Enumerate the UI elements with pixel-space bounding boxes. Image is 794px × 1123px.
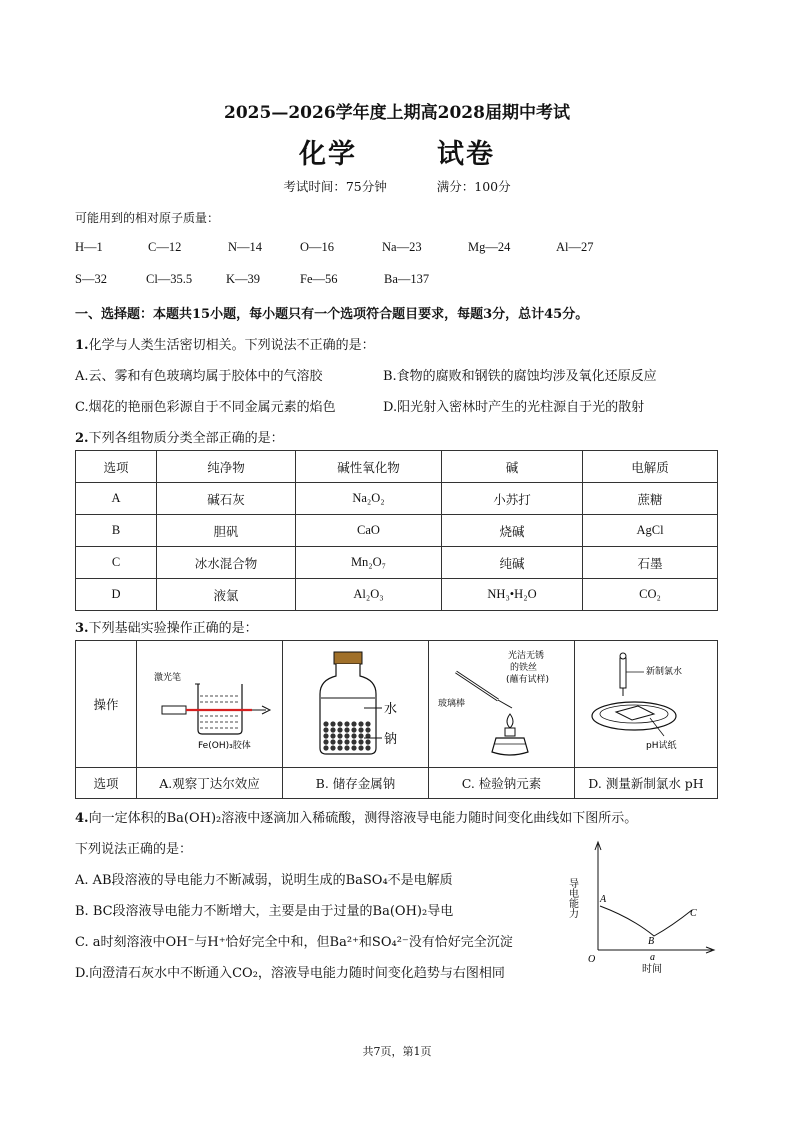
flame-test-figure	[432, 644, 572, 762]
point-c-label: C	[690, 908, 697, 919]
operation-label: 操作	[76, 641, 137, 768]
table-cell: Al₂O₃	[296, 579, 442, 611]
atomic-mass-item: K—39	[226, 272, 261, 286]
atomic-mass-item: C—12	[148, 240, 182, 254]
table-header: 选项	[76, 451, 157, 483]
dropper-shape	[620, 658, 626, 688]
table-cell: 冰水混合物	[157, 547, 296, 579]
figure-d-cell	[575, 641, 718, 768]
figure-c-cell	[429, 641, 575, 768]
y-axis-label: 导电能力	[566, 878, 578, 918]
question-4-stem-2: 下列说法正确的是：	[75, 842, 193, 857]
glass-rod-label: 玻璃棒	[437, 698, 465, 709]
atomic-mass-item: Na—23	[382, 240, 422, 254]
table-header: 电解质	[583, 451, 718, 483]
sodium-label: 钠	[383, 731, 397, 747]
table-cell: AgCl	[583, 515, 718, 547]
exam-info	[0, 177, 794, 195]
table-cell: 石墨	[583, 547, 718, 579]
table-cell: 小苏打	[442, 483, 583, 515]
ph-paper-label: pH试纸	[646, 740, 677, 751]
laser-pen-shape	[162, 706, 186, 714]
table-row	[76, 579, 718, 611]
table-cell: Mn₂O₇	[296, 547, 442, 579]
question-1-stem: 1.化学与人类生活密切相关。下列说法不正确的是：	[75, 338, 375, 353]
experiment-option-a: A.观察丁达尔效应	[137, 768, 283, 799]
table-cell: 烧碱	[442, 515, 583, 547]
subject-name: 化学	[299, 139, 357, 170]
atomic-mass-item: Cl—35.5	[146, 272, 193, 286]
experiment-table	[75, 640, 718, 799]
atomic-mass-item: Fe—56	[300, 272, 338, 286]
time-a-label: a	[650, 952, 655, 963]
atomic-mass-item: O—16	[300, 240, 335, 254]
table-header: 碱性氧化物	[296, 451, 442, 483]
table-header: 纯净物	[157, 451, 296, 483]
flame-icon	[507, 714, 513, 728]
conductivity-graph	[566, 838, 722, 980]
option-label: 选项	[76, 768, 137, 799]
atomic-mass-label: 可能用到的相对原子质量：	[75, 211, 220, 225]
table-header: 碱	[442, 451, 583, 483]
atomic-mass-item: Al—27	[556, 240, 594, 254]
section-heading: 一、选择题：本题共15小题，每小题只有一个选项符合题目要求，每题3分，总计45分。	[75, 307, 589, 322]
atomic-mass-item: S—32	[75, 272, 107, 286]
tyndall-apparatus-figure	[140, 644, 280, 762]
question-4-option-c: C. a时刻溶液中OH⁻与H⁺恰好完全中和，但Ba²⁺和SO₄²⁻没有恰好完全沉淀	[75, 935, 513, 950]
full-score: 满分：100分	[436, 179, 511, 194]
wire-label-line1: 光洁无锈	[507, 650, 544, 661]
sodium-storage-figure	[286, 644, 426, 762]
question-3-stem: 3.下列基础实验操作正确的是：	[75, 621, 258, 636]
question-1-option-c: C.烟花的艳丽色彩源自于不同金属元素的焰色	[75, 400, 336, 415]
conductivity-curve	[600, 906, 692, 936]
question-4-option-a: A. AB段溶液的导电能力不断减弱，说明生成的BaSO₄不是电解质	[75, 873, 453, 888]
table-cell: NH₃•H₂O	[442, 579, 583, 611]
experiment-option-row	[76, 768, 718, 799]
atomic-mass-item: Ba—137	[384, 272, 430, 286]
experiment-image-row	[76, 641, 718, 768]
x-axis-label: 时间	[642, 964, 662, 975]
chlorine-water-label: 新制氯水	[646, 666, 683, 677]
table-cell: 蔗糖	[583, 483, 718, 515]
table-cell: 碱石灰	[157, 483, 296, 515]
table-cell: Na₂O₂	[296, 483, 442, 515]
atomic-mass-item: N—14	[228, 240, 263, 254]
classification-table	[75, 450, 718, 611]
wire-label-line3: (蘸有试样)	[505, 674, 549, 685]
exam-time: 考试时间：75分钟	[283, 179, 387, 194]
water-label: 水	[383, 701, 397, 717]
table-cell: A	[76, 483, 157, 515]
question-2-stem: 2.下列各组物质分类全部正确的是：	[75, 431, 284, 446]
atomic-mass-item: Mg—24	[468, 240, 511, 254]
page-footer: 共7页，第1页	[362, 1045, 432, 1058]
question-4-option-b: B. BC段溶液导电能力不断增大，主要是由于过量的Ba(OH)₂导电	[75, 904, 454, 919]
table-cell: 胆矾	[157, 515, 296, 547]
table-cell: CaO	[296, 515, 442, 547]
table-header-row	[76, 451, 718, 483]
question-4-option-d: D.向澄清石灰水中不断通入CO₂，溶液导电能力随时间变化趋势与右图相同	[75, 966, 505, 981]
table-cell: 液氯	[157, 579, 296, 611]
alcohol-lamp-shape	[492, 738, 528, 755]
experiment-option-c: C. 检验钠元素	[429, 768, 575, 799]
experiment-option-b: B. 储存金属钠	[283, 768, 429, 799]
table-row	[76, 483, 718, 515]
experiment-option-d: D. 测量新制氯水 pH	[575, 768, 718, 799]
table-cell: 纯碱	[442, 547, 583, 579]
question-1-option-a: A.云、雾和有色玻璃均属于胶体中的气溶胶	[75, 369, 323, 384]
iron-wire-shape	[498, 700, 512, 708]
point-b-label: B	[648, 936, 655, 947]
table-cell: CO₂	[583, 579, 718, 611]
question-4-stem: 4.向一定体积的Ba(OH)₂溶液中逐滴加入稀硫酸，测得溶液导电能力随时间变化曲线如下图所示。	[75, 811, 638, 826]
figure-b-cell	[283, 641, 429, 768]
point-a-label: A	[600, 894, 607, 905]
table-row	[76, 515, 718, 547]
table-row	[76, 547, 718, 579]
origin-label: O	[588, 954, 596, 965]
cork-shape	[334, 652, 362, 664]
wire-label-line2: 的铁丝	[509, 662, 537, 673]
atomic-mass-item: H—1	[75, 240, 103, 254]
paper-label: 试卷	[437, 139, 495, 170]
table-cell: B	[76, 515, 157, 547]
colloid-label: Fe(OH)₃胶体	[197, 740, 251, 751]
question-1-option-d: D.阳光射入密林时产生的光柱源自于光的散射	[383, 400, 645, 415]
laser-label: 激光笔	[153, 672, 181, 683]
ph-test-figure	[576, 644, 716, 762]
table-cell: C	[76, 547, 157, 579]
question-1-option-b: B.食物的腐败和钢铁的腐蚀均涉及氧化还原反应	[383, 369, 657, 384]
figure-a-cell	[137, 641, 283, 768]
exam-title: 2025—2026学年度上期高2028届期中考试	[224, 103, 570, 123]
table-cell: D	[76, 579, 157, 611]
subject-title	[0, 132, 794, 171]
